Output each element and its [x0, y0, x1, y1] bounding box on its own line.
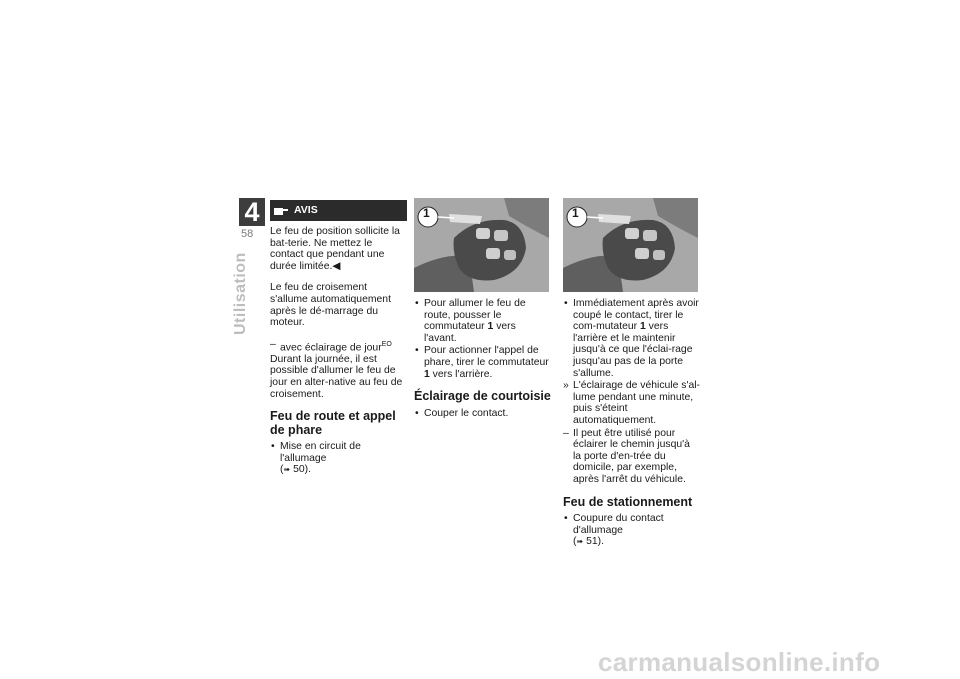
option-text: avec éclairage de jour	[280, 342, 382, 354]
column-3	[563, 198, 700, 549]
bullet-text: vers l'arrière et le maintenir jusqu'à ce que l'éclai-rage jusqu'au pas de la porte s'allume.	[573, 321, 693, 379]
list-item	[414, 345, 551, 380]
bullet-text: vers l'avant.	[424, 321, 516, 344]
page-number: 58	[241, 228, 254, 240]
heading-courtesy: Éclairage de courtoisie	[414, 389, 551, 404]
list-item: • Coupure du contact d'allumage (➠ 51).	[563, 513, 700, 548]
handlebar-switch-photo	[414, 198, 549, 292]
photo-label: 1	[423, 205, 430, 220]
list-item: • Mise en circuit de l'allumage (➠ 50).	[270, 441, 407, 476]
daytime-paragraph: Durant la journée, il est possible d'allumer le feu de jour en alter-native au feu de croisement.	[270, 353, 403, 400]
notice-text: Le feu de position sollicite la bat-terie. Ne mettez le contact que pendant une durée limitée.◀	[270, 226, 400, 272]
bullet-text: vers l'arrière.	[429, 368, 493, 380]
chapter-number: 4	[239, 198, 265, 226]
bullet-ignition: Mise en circuit de l'allumage	[280, 441, 361, 464]
handlebar-image	[563, 198, 698, 292]
switch-key: 1	[424, 368, 430, 380]
bullet-text: Couper le contact.	[424, 407, 509, 419]
hand-pointer-icon	[274, 206, 288, 216]
list-item	[414, 408, 551, 420]
switch-key: 1	[487, 321, 494, 333]
note-item	[563, 428, 700, 486]
list-item	[563, 298, 700, 379]
arrow-ref-icon: ➠	[283, 465, 291, 475]
result-item	[563, 380, 700, 426]
bullet-text: Pour allumer le feu de route, pousser le commutateur	[424, 298, 526, 333]
bullet-text: Pour actionner l'appel de phare, tirer le commutateur	[424, 345, 549, 368]
heading-high-beam: Feu de route et appel de phare	[270, 409, 396, 437]
handlebar-image	[414, 198, 549, 292]
page-ref-link[interactable]: 50).	[293, 464, 311, 476]
switch-key: 1	[639, 321, 646, 333]
bullet-text: Immédiatement après avoir coupé le contact, tirer le com-mutateur	[573, 298, 699, 333]
option-line	[270, 339, 407, 354]
bullet-parking: Coupure du contact d'allumage	[573, 513, 664, 536]
chapter-title: Utilisation	[232, 252, 249, 335]
low-beam-paragraph: Le feu de croisement s'allume automatiquement après le dé-marrage du moteur.	[270, 282, 391, 329]
notice-label: AVIS	[294, 203, 318, 216]
list-item	[414, 298, 551, 344]
option-sup: EO	[381, 340, 392, 348]
handlebar-switch-photo	[563, 198, 698, 292]
column-1	[270, 200, 407, 477]
result-text: L'éclairage de véhicule s'al-lume pendant une minute, puis s'éteint automatiquement.	[573, 380, 700, 426]
photo-label: 1	[572, 205, 579, 220]
watermark: carmanualsonline.info	[598, 647, 881, 677]
notice-bar	[270, 200, 407, 221]
arrow-ref-icon: ➠	[576, 537, 584, 547]
heading-parking: Feu de stationnement	[563, 494, 693, 509]
column-2	[414, 198, 551, 420]
page-ref-link[interactable]: 51).	[586, 536, 604, 548]
note-text: Il peut être utilisé pour éclairer le chemin jusqu'à la porte d'en-trée du domicile, par exemple, après l'arrêt du véhicule.	[573, 427, 690, 485]
